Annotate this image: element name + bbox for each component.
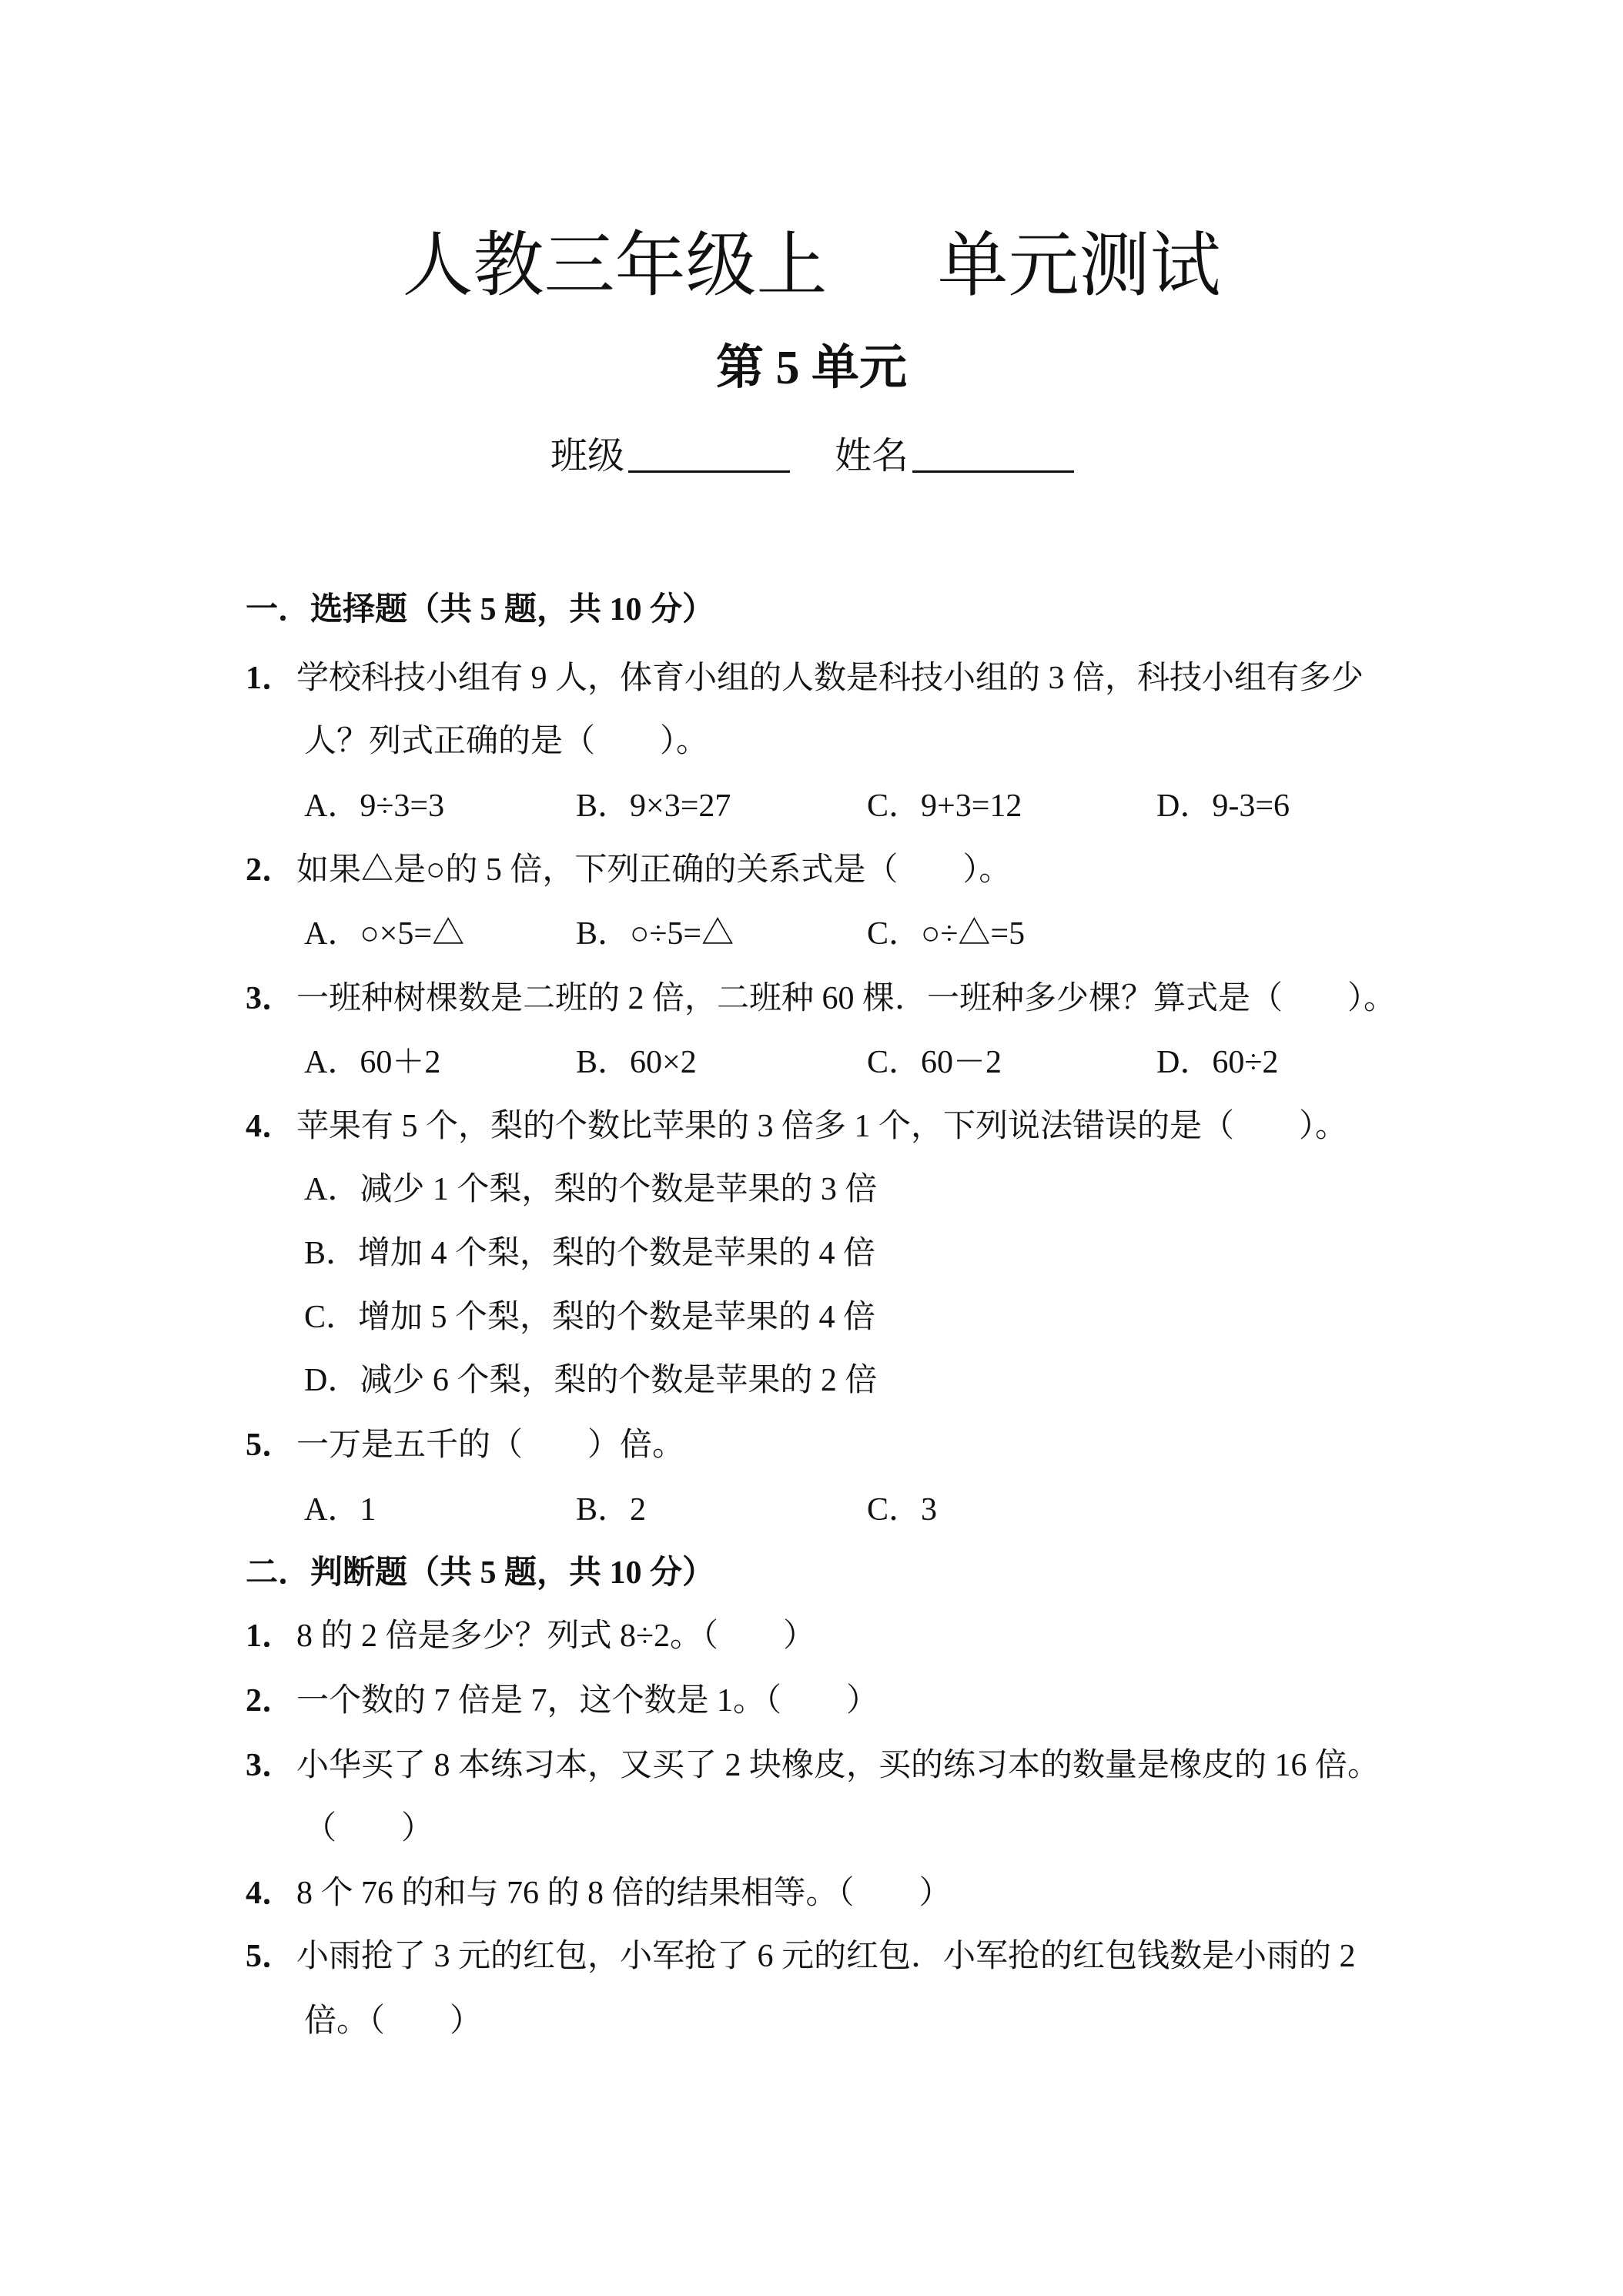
question-text: 一班种树棵数是二班的 2 倍，二班种 60 棵．一班种多少棵？算式是（ ）。	[296, 981, 1397, 1016]
student-info	[550, 431, 1074, 480]
option-d: D．60÷2	[1156, 1045, 1279, 1080]
question-number: 1．	[246, 661, 295, 696]
question-text: 小雨抢了 3 元的红包，小军抢了 6 元的红包．小军抢的红包钱数是小雨的 2	[296, 1939, 1356, 1974]
judgement-5	[246, 1933, 1356, 1980]
question-number: 3．	[246, 981, 295, 1016]
question-number: 4．	[246, 1876, 295, 1911]
question-number: 3．	[246, 1748, 295, 1783]
option-a: A．减少 1 个梨，梨的个数是苹果的 3 倍	[304, 1172, 878, 1207]
section-heading-judgement: 二．判断题（共 5 题，共 10 分）	[246, 1555, 715, 1591]
class-label: 班级	[550, 434, 625, 477]
option-b: B．2	[576, 1492, 647, 1528]
question-text: 苹果有 5 个，梨的个数比苹果的 3 倍多 1 个，下列说法错误的是（ ）。	[296, 1109, 1348, 1144]
unit-subtitle: 第 5 单元	[715, 342, 907, 394]
option-c: C．9+3=12	[867, 788, 1022, 824]
question-text: 小华买了 8 本练习本，又买了 2 块橡皮，买的练习本的数量是橡皮的 16 倍。	[296, 1748, 1380, 1783]
question-number: 4．	[246, 1109, 295, 1144]
option-c: C．60－2	[867, 1045, 1002, 1080]
question-text: 学校科技小组有 9 人，体育小组的人数是科技小组的 3 倍，科技小组有多少	[296, 661, 1364, 696]
option-b: B．60×2	[576, 1045, 697, 1080]
question-number: 5．	[246, 1939, 295, 1974]
option-a: A．9÷3=3	[304, 788, 445, 824]
question-text-continued: 倍。（ ）	[304, 2003, 483, 2039]
title-test: 单元测试	[937, 226, 1221, 305]
judgement-1	[246, 1613, 815, 1659]
question-text-continued: 人？列式正确的是（ ）。	[304, 724, 709, 759]
option-d: D．减少 6 个梨，梨的个数是苹果的 2 倍	[304, 1363, 878, 1398]
judgement-3	[246, 1742, 1380, 1789]
answer-blank: （ ）	[304, 1811, 434, 1846]
option-a: A．60＋2	[304, 1045, 441, 1080]
option-b: B．增加 4 个梨，梨的个数是苹果的 4 倍	[304, 1236, 876, 1271]
question-text: 一个数的 7 倍是 7，这个数是 1。（ ）	[296, 1683, 879, 1719]
question-text: 8 个 76 的和与 76 的 8 倍的结果相等。（ ）	[296, 1876, 952, 1911]
option-c: C．○÷△=5	[867, 916, 1026, 952]
option-d: D．9-3=6	[1156, 788, 1290, 824]
page-title	[0, 223, 1623, 308]
question-number: 2．	[246, 1683, 295, 1719]
option-b: B．9×3=27	[576, 788, 731, 824]
option-a: A．○×5=△	[304, 916, 465, 952]
option-a: A．1	[304, 1492, 376, 1528]
section-heading-choice: 一．选择题（共 5 题，共 10 分）	[246, 592, 715, 628]
name-blank	[912, 435, 1074, 473]
question-2	[246, 847, 1011, 893]
option-b: B．○÷5=△	[576, 916, 735, 952]
question-number: 1．	[246, 1618, 295, 1654]
option-c: C．增加 5 个梨，梨的个数是苹果的 4 倍	[304, 1300, 876, 1335]
judgement-4	[246, 1870, 952, 1916]
question-3	[246, 976, 1396, 1022]
question-4	[246, 1103, 1347, 1150]
question-number: 5．	[246, 1427, 295, 1463]
question-1	[246, 655, 1364, 701]
question-text: 一万是五千的（ ）倍。	[296, 1427, 685, 1463]
title-grade: 人教三年级上	[402, 226, 828, 305]
question-5	[246, 1422, 684, 1468]
judgement-2	[246, 1678, 878, 1724]
option-c: C．3	[867, 1492, 938, 1528]
question-text: 如果△是○的 5 倍，下列正确的关系式是（ ）。	[296, 852, 1012, 888]
question-number: 2．	[246, 852, 295, 888]
name-label: 姓名	[835, 434, 909, 477]
class-blank	[628, 435, 790, 473]
question-text: 8 的 2 倍是多少？列式 8÷2。（ ）	[296, 1618, 816, 1654]
